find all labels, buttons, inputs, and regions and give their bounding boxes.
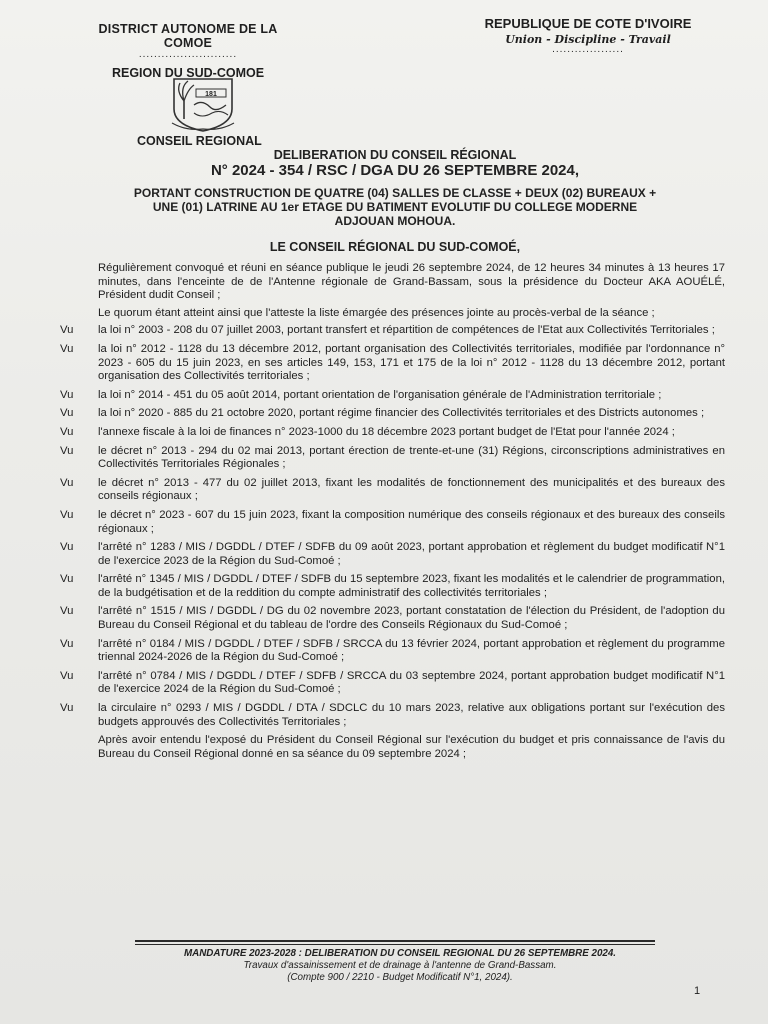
vu-label: Vu	[60, 573, 74, 586]
council-label: CONSEIL REGIONAL	[137, 134, 262, 148]
vu-item	[60, 389, 725, 403]
footer-works: Travaux d'assainissement et de drainage à l'antenne de Grand-Bassam.	[243, 960, 557, 971]
region-name: REGION DU SUD-COMOE	[111, 66, 265, 80]
district-name: DISTRICT AUTONOME DE LA COMOE	[98, 22, 278, 50]
vu-label: Vu	[60, 669, 74, 682]
vu-label: Vu	[60, 425, 74, 438]
vu-label: Vu	[60, 508, 74, 521]
region-seal-emblem	[166, 75, 240, 133]
vu-item	[60, 407, 725, 421]
vu-label: Vu	[60, 476, 74, 489]
divider-dots: ...................	[552, 44, 624, 55]
vu-item	[60, 702, 725, 729]
footer-account: (Compte 900 / 2210 - Budget Modificatif N°1, 2024).	[287, 972, 513, 983]
vu-label: Vu	[60, 342, 74, 355]
vu-item	[60, 605, 725, 632]
vu-item	[60, 509, 725, 536]
divider-dots: ..........................	[138, 49, 238, 60]
vu-text: le décret n° 2023 - 607 du 15 juin 2023, fixant la composition numérique des conseils régionaux et des bureaux des conseils régionaux ;	[98, 508, 725, 535]
closing-paragraph: Après avoir entendu l'exposé du Président du Conseil Régional sur l'exécution du budget et pris connaissance de l'avis du Bureau du Conseil Régional donné en sa séance du 09 septembre 2024 ;	[98, 734, 725, 760]
vu-label: Vu	[60, 407, 74, 420]
deliberation-heading: DELIBERATION DU CONSEIL RÉGIONAL	[273, 148, 517, 162]
footer-rule	[135, 940, 655, 942]
quorum-paragraph: Le quorum étant atteint ainsi que l'atteste la liste émargée des présences jointe au procès-verbal de la séance ;	[98, 306, 655, 319]
vu-label: Vu	[60, 444, 74, 457]
vu-item	[60, 324, 725, 338]
header-right	[478, 16, 698, 54]
national-motto: Union - Discipline - Travail	[505, 33, 671, 46]
subject-line-3: ADJOUAN MOHOUA.	[334, 214, 456, 228]
council-preamble: LE CONSEIL RÉGIONAL DU SUD-COMOÉ,	[269, 240, 521, 254]
vu-label: Vu	[60, 605, 74, 618]
vu-text: l'arrêté n° 0184 / MIS / DGDDL / DTEF / SDFB / SRCCA du 13 février 2024, portant approbation et règlement du programme triennal 2024-2026 de la Région du Sud-Comoé ;	[98, 637, 725, 664]
vu-label: Vu	[60, 324, 74, 337]
vu-text: le décret n° 2013 - 294 du 02 mai 2013, portant érection de trente-et-une (31) Régions, circonscriptions administratives en Collectivités Territoriales Régionales ;	[98, 444, 725, 471]
vu-text: la loi n° 2020 - 885 du 21 octobre 2020, portant régime financier des Collectivités territoriales et des Districts autonomes ;	[98, 407, 705, 420]
vu-label: Vu	[60, 541, 74, 554]
vu-text: l'arrêté n° 1515 / MIS / DGDDL / DG du 02 novembre 2023, portant constatation de l'élection du Président, de l'adoption du Bureau du Conseil Régional et du tableau de l'ordre des Conseils Régionaux du Sud-Comoé ;	[98, 605, 725, 632]
footer-rule-thin	[135, 944, 655, 945]
vu-item	[60, 426, 725, 440]
vu-label: Vu	[60, 702, 74, 715]
deliberation-number: N° 2024 - 354 / RSC / DGA DU 26 SEPTEMBRE 2024,	[210, 162, 580, 179]
vu-item	[60, 477, 725, 504]
vu-item	[60, 573, 725, 600]
vu-label: Vu	[60, 637, 74, 650]
vu-text: la loi n° 2012 - 1128 du 13 décembre 2012, portant organisation des Collectivités territoriales, modifiée par l'ordonnance n° 2023 - 605 du 15 juin 2023, en ses articles 149, 153, 171 et 175 de la loi n° 2012 - 1128 du 13 décembre 2012, portant organisation des Collectivités territoriales ;	[98, 342, 725, 383]
vu-text: la circulaire n° 0293 / MIS / DGDDL / DTA / SDCLC du 10 mars 2023, relative aux obligations portant sur l'exécution des budgets approuvés des Collectivités Territoriales ;	[98, 702, 725, 728]
vu-text: l'annexe fiscale à la loi de finances n° 2023-1000 du 18 décembre 2023 portant budget de l'Etat pour l'année 2024 ;	[98, 425, 675, 438]
vu-item	[60, 541, 725, 568]
vu-text: le décret n° 2013 - 477 du 02 juillet 2013, fixant les modalités de fonctionnement des municipalités et des bureaux des conseils régionaux ;	[98, 476, 725, 503]
subject-line-2: UNE (01) LATRINE AU 1er ETAGE DU BATIMENT EVOLUTIF DU COLLEGE MODERNE	[152, 200, 638, 214]
footer	[120, 948, 680, 984]
vu-text: la loi n° 2014 - 451 du 05 août 2014, portant orientation de l'organisation générale de l'Administration territoriale ;	[98, 388, 662, 401]
deliberation-body	[60, 262, 725, 765]
seal-label: 181	[205, 91, 217, 98]
vu-text: l'arrêté n° 1283 / MIS / DGDDL / DTEF / SDFB du 09 août 2023, portant approbation et règlement du budget modificatif N°1 de l'exercice 2023 de la Région du Sud-Comoé ;	[98, 541, 725, 567]
page-number: 1	[694, 985, 701, 997]
vu-item	[60, 638, 725, 665]
republic-name: REPUBLIQUE DE COTE D'IVOIRE	[484, 16, 692, 31]
header-left	[78, 22, 298, 80]
vu-item	[60, 670, 725, 697]
vu-text: l'arrêté n° 0784 / MIS / DGDDL / DTEF / SDFB / SRCCA du 03 septembre 2024, portant approbation budget modificatif N°1 de l'exercice 2024 de la Région du Sud-Comoé ;	[98, 669, 725, 696]
footer-mandature: MANDATURE 2023-2028 : DELIBERATION DU CONSEIL REGIONAL DU 26 SEPTEMBRE 2024.	[183, 948, 617, 959]
intro-paragraph: Régulièrement convoqué et réuni en séance publique le jeudi 26 septembre 2024, de 12 heures 34 minutes à 13 heures 17 minutes, dans l'enceinte de de l'Antenne régionale de Grand-Bassam, sous la présidence du Docteur AKA AOUÉLÉ, Président dudit Conseil ;	[98, 262, 725, 302]
vu-item	[60, 343, 725, 384]
subject-line-1: PORTANT CONSTRUCTION DE QUATRE (04) SALLES DE CLASSE + DEUX (02) BUREAUX +	[133, 186, 657, 200]
vu-item	[60, 445, 725, 472]
vu-text: la loi n° 2003 - 208 du 07 juillet 2003, portant transfert et répartition de compétences de l'Etat aux Collectivités Territoriales ;	[98, 324, 715, 337]
vu-text: l'arrêté n° 1345 / MIS / DGDDL / DTEF / SDFB du 15 septembre 2023, fixant les modalités et le calendrier de programmation, de la budgétisation et de la reddition du compte administratif des collectivités territoriales ;	[98, 573, 725, 599]
deliberation-subject	[80, 186, 710, 228]
vu-label: Vu	[60, 388, 74, 401]
